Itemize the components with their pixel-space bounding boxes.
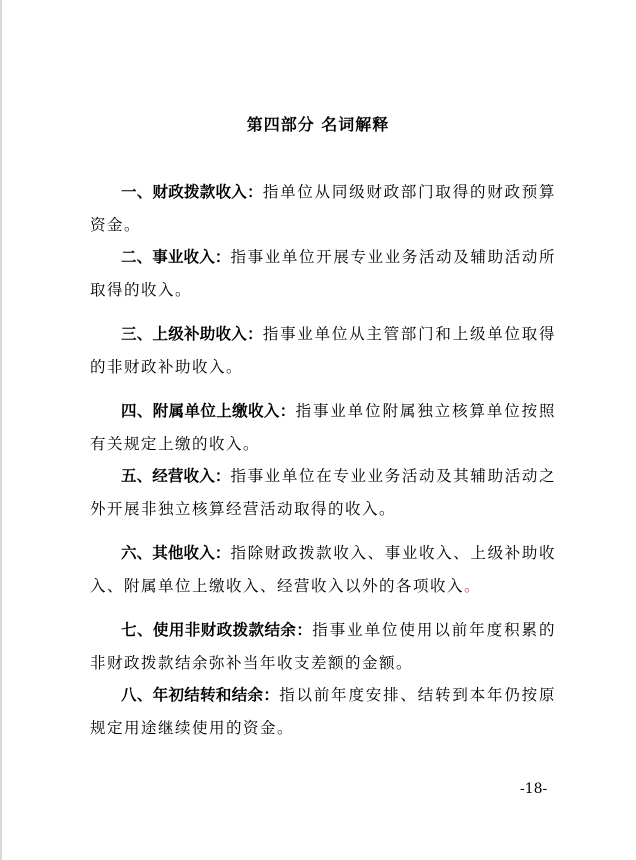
definition-text: 指事业单位使用以前年度积累的非财政拨款结余弥补当年收支差额的金额。 [90, 621, 556, 672]
definition-item [90, 614, 556, 679]
definition-term: 五、经营收入： [121, 467, 231, 485]
definition-item [90, 537, 556, 602]
definition-term: 三、上级补助收入： [121, 325, 263, 343]
definition-term: 四、附属单位上缴收入： [121, 402, 296, 420]
definition-term: 二、事业收入： [121, 248, 231, 266]
definition-text: 指以前年度安排、结转到本年仍按原规定用途继续使用的资金。 [90, 686, 556, 737]
definition-text: 指事业单位附属独立核算单位按照有关规定上缴的收入。 [90, 402, 556, 453]
definition-text: 指除财政拨款收入、事业收入、上级补助收入、附属单位上缴收入、经营收入以外的各项收入 [90, 544, 556, 595]
definition-item [90, 679, 556, 744]
definition-end-mark: 。 [464, 576, 480, 595]
definition-text: 指单位从同级财政部门取得的财政预算资金。 [90, 183, 556, 234]
definition-term: 一、财政拨款收入： [121, 183, 263, 201]
definition-term: 六、其他收入： [121, 544, 231, 562]
definition-item [90, 318, 556, 383]
definitions-list [90, 176, 556, 744]
definition-text: 指事业单位开展专业业务活动及辅助活动所取得的收入。 [90, 248, 556, 299]
definition-term: 八、年初结转和结余： [121, 686, 280, 704]
definition-text: 指事业单位在专业业务活动及其辅助活动之外开展非独立核算经营活动取得的收入。 [90, 467, 556, 518]
definition-item [90, 241, 556, 306]
definition-text: 指事业单位从主管部门和上级单位取得的非财政补助收入。 [90, 325, 556, 376]
definition-item [90, 176, 556, 241]
page-number: -18- [520, 781, 548, 797]
definition-term: 七、使用非财政拨款结余： [121, 621, 313, 639]
definition-item [90, 460, 556, 525]
definition-item [90, 395, 556, 460]
page-title: 第四部分 名词解释 [246, 115, 390, 134]
